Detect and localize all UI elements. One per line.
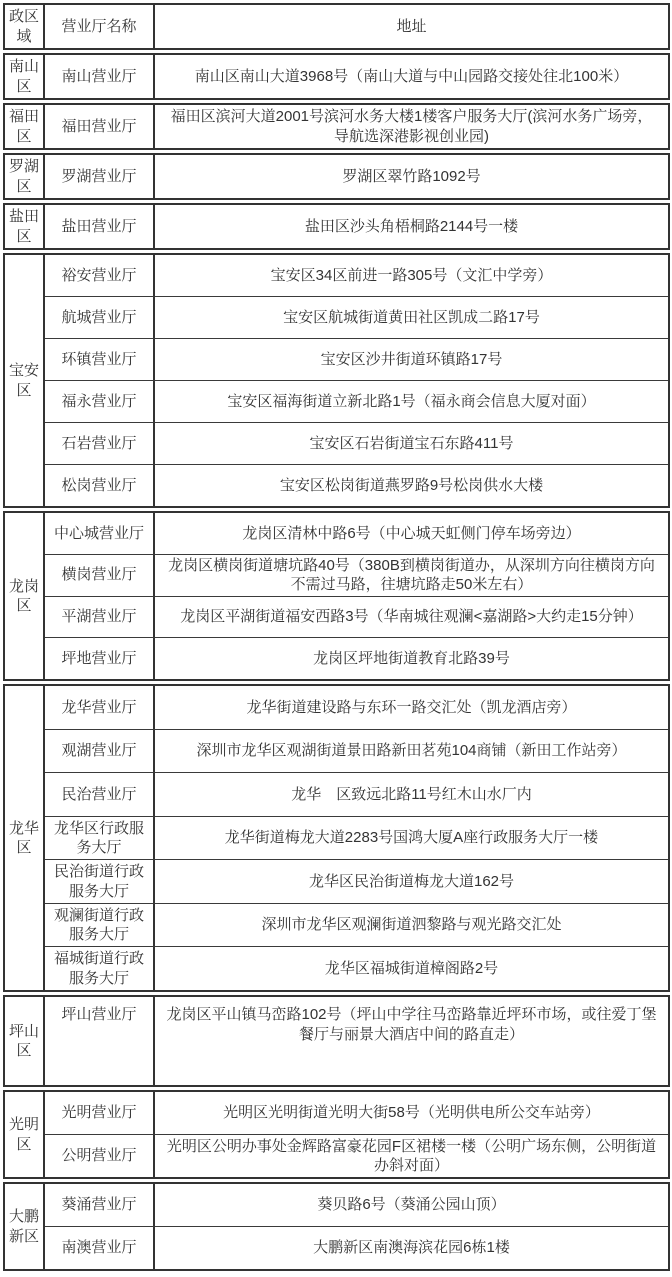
address-cell: 龙华街道建设路与东环一路交汇处（凯龙酒店旁） bbox=[246, 698, 577, 716]
district-group bbox=[3, 684, 670, 992]
district-group bbox=[3, 1182, 670, 1271]
rows bbox=[45, 205, 668, 248]
table-row bbox=[45, 1134, 668, 1177]
rows bbox=[45, 5, 668, 48]
hall-name-cell: 观澜街道行政服务大厅 bbox=[45, 904, 155, 947]
hall-name-cell: 平湖营业厅 bbox=[45, 597, 155, 638]
district-group bbox=[3, 511, 670, 681]
district-group bbox=[3, 53, 670, 100]
rows bbox=[45, 997, 668, 1085]
hall-name-cell: 观湖营业厅 bbox=[45, 730, 155, 773]
hall-name-cell: 龙华区行政服务大厅 bbox=[45, 817, 155, 860]
table-row bbox=[45, 105, 668, 148]
address-cell: 龙岗区平湖街道福安西路3号（华南城往观澜<嘉湖路>大约走15分钟） bbox=[180, 608, 643, 626]
table-row bbox=[45, 55, 668, 98]
address-cell: 龙华区民治街道梅龙大道162号 bbox=[308, 872, 515, 890]
district-group bbox=[3, 253, 670, 508]
hall-name-cell: 民治营业厅 bbox=[45, 773, 155, 816]
table-row bbox=[45, 338, 668, 380]
address-cell: 宝安区松岗街道燕罗路9号松岗供水大楼 bbox=[279, 476, 544, 494]
hall-name-cell: 公明营业厅 bbox=[45, 1135, 155, 1177]
address-cell: 深圳市龙华区观湖街道景田路新田茗苑104商铺（新田工作站旁） bbox=[196, 742, 627, 760]
table-row bbox=[45, 155, 668, 198]
rows bbox=[45, 105, 668, 148]
address-cell: 罗湖区翠竹路1092号 bbox=[342, 167, 481, 185]
hall-name-cell: 葵涌营业厅 bbox=[45, 1184, 155, 1226]
hall-name-cell: 福永营业厅 bbox=[45, 381, 155, 422]
table-row bbox=[45, 1184, 668, 1226]
address-cell: 龙华 区致远北路11号红木山水厂内 bbox=[291, 785, 532, 803]
hall-name-cell: 松岗营业厅 bbox=[45, 465, 155, 506]
region-cell: 罗湖区 bbox=[5, 155, 45, 198]
district-group bbox=[3, 153, 670, 200]
address-cell: 龙岗区平山镇马峦路102号（坪山中学往马峦路靠近坪环市场，或往爱丁堡餐厅与丽景大酒店中间的路直走） bbox=[166, 1006, 657, 1043]
rows bbox=[45, 1184, 668, 1269]
region-cell: 南山区 bbox=[5, 55, 45, 98]
table-row bbox=[45, 205, 668, 248]
hall-name-cell: 罗湖营业厅 bbox=[45, 155, 155, 198]
table-row bbox=[45, 464, 668, 506]
address-cell: 宝安区石岩街道宝石东路411号 bbox=[309, 434, 514, 452]
region-cell: 盐田区 bbox=[5, 205, 45, 248]
address-cell: 南山区南山大道3968号（南山大道与中山园路交接处往北100米） bbox=[194, 67, 629, 85]
table-row bbox=[45, 296, 668, 338]
region-cell: 光明区 bbox=[5, 1092, 45, 1177]
hall-name-cell: 石岩营业厅 bbox=[45, 423, 155, 464]
table-row bbox=[45, 637, 668, 679]
table-row bbox=[45, 554, 668, 596]
hall-name-cell: 环镇营业厅 bbox=[45, 339, 155, 380]
address-cell: 宝安区航城街道黄田社区凯成二路17号 bbox=[283, 308, 540, 326]
hall-name-cell: 中心城营业厅 bbox=[45, 513, 155, 554]
region-cell: 龙华区 bbox=[5, 686, 45, 990]
table-row bbox=[45, 729, 668, 773]
table-row bbox=[45, 946, 668, 990]
table-row bbox=[45, 772, 668, 816]
district-group bbox=[3, 995, 670, 1087]
table-row bbox=[45, 686, 668, 729]
table-row bbox=[45, 1226, 668, 1269]
table-row bbox=[45, 513, 668, 554]
address-cell: 宝安区沙井街道环镇路17号 bbox=[320, 350, 503, 368]
address-cell: 龙华街道梅龙大道2283号国鸿大厦A座行政服务大厅一楼 bbox=[224, 829, 599, 847]
hall-name-cell: 航城营业厅 bbox=[45, 297, 155, 338]
hall-name-cell: 龙华营业厅 bbox=[45, 686, 155, 729]
region-cell: 坪山区 bbox=[5, 997, 45, 1085]
table-row bbox=[45, 422, 668, 464]
header-row bbox=[45, 5, 668, 48]
address-cell: 盐田区沙头角梧桐路2144号一楼 bbox=[304, 217, 519, 235]
table-row bbox=[45, 816, 668, 860]
hall-name-cell: 坪地营业厅 bbox=[45, 638, 155, 679]
region-cell: 大鹏新区 bbox=[5, 1184, 45, 1269]
table-row bbox=[45, 255, 668, 296]
rows bbox=[45, 513, 668, 679]
address-cell: 葵贝路6号（葵涌公园山顶） bbox=[317, 1196, 506, 1214]
header-group bbox=[3, 3, 670, 50]
region-header-cell: 政区域 bbox=[5, 5, 45, 48]
table-row bbox=[45, 596, 668, 638]
hall-name-header-cell: 营业厅名称 bbox=[45, 5, 155, 48]
table-row bbox=[45, 380, 668, 422]
address-cell: 龙岗区横岗街道塘坑路40号（380B到横岗街道办，从深圳方向往横岗方向不需过马路，往塘坑路走50米左右） bbox=[168, 556, 655, 594]
hall-name-cell: 南澳营业厅 bbox=[45, 1227, 155, 1269]
district-group bbox=[3, 103, 670, 150]
rows bbox=[45, 155, 668, 198]
address-cell: 光明区公明办事处金辉路富豪花园F区裙楼一楼（公明广场东侧，公明街道办斜对面） bbox=[166, 1137, 657, 1174]
address-cell: 宝安区福海街道立新北路1号（福永商会信息大厦对面） bbox=[227, 392, 596, 410]
hall-name-cell: 盐田营业厅 bbox=[45, 205, 155, 248]
address-cell: 宝安区34区前进一路305号（文汇中学旁） bbox=[270, 266, 553, 284]
rows bbox=[45, 255, 668, 506]
region-cell: 福田区 bbox=[5, 105, 45, 148]
address-header-cell: 地址 bbox=[396, 17, 427, 35]
table-row bbox=[45, 997, 668, 1085]
district-group bbox=[3, 203, 670, 250]
address-cell: 福田区滨河大道2001号滨河水务大楼1楼客户服务大厅(滨河水务广场旁，导航选深港影视创业园) bbox=[170, 108, 653, 145]
rows bbox=[45, 686, 668, 990]
hall-name-cell: 裕安营业厅 bbox=[45, 255, 155, 296]
address-cell: 大鹏新区南澳海滨花园6栋1楼 bbox=[313, 1239, 510, 1257]
table-row bbox=[45, 859, 668, 903]
address-cell: 龙岗区坪地街道教育北路39号 bbox=[313, 649, 510, 667]
rows bbox=[45, 55, 668, 98]
region-cell: 龙岗区 bbox=[5, 513, 45, 679]
hall-name-cell: 民治街道行政服务大厅 bbox=[45, 860, 155, 903]
address-cell: 深圳市龙华区观澜街道泗黎路与观光路交汇处 bbox=[261, 916, 562, 934]
hall-name-cell: 坪山营业厅 bbox=[45, 997, 155, 1085]
address-cell: 光明区光明街道光明大街58号（光明供电所公交车站旁） bbox=[223, 1104, 600, 1122]
hall-name-cell: 南山营业厅 bbox=[45, 55, 155, 98]
address-cell: 龙岗区清林中路6号（中心城天虹侧门停车场旁边） bbox=[242, 524, 581, 542]
table-row bbox=[45, 1092, 668, 1134]
region-cell: 宝安区 bbox=[5, 255, 45, 506]
hall-name-cell: 福田营业厅 bbox=[45, 105, 155, 148]
rows bbox=[45, 1092, 668, 1177]
hall-name-cell: 福城街道行政服务大厅 bbox=[45, 947, 155, 990]
table-row bbox=[45, 903, 668, 947]
district-group bbox=[3, 1090, 670, 1179]
address-cell: 龙华区福城街道樟阁路2号 bbox=[324, 960, 499, 977]
hall-name-cell: 横岗营业厅 bbox=[45, 555, 155, 596]
hall-name-cell: 光明营业厅 bbox=[45, 1092, 155, 1134]
